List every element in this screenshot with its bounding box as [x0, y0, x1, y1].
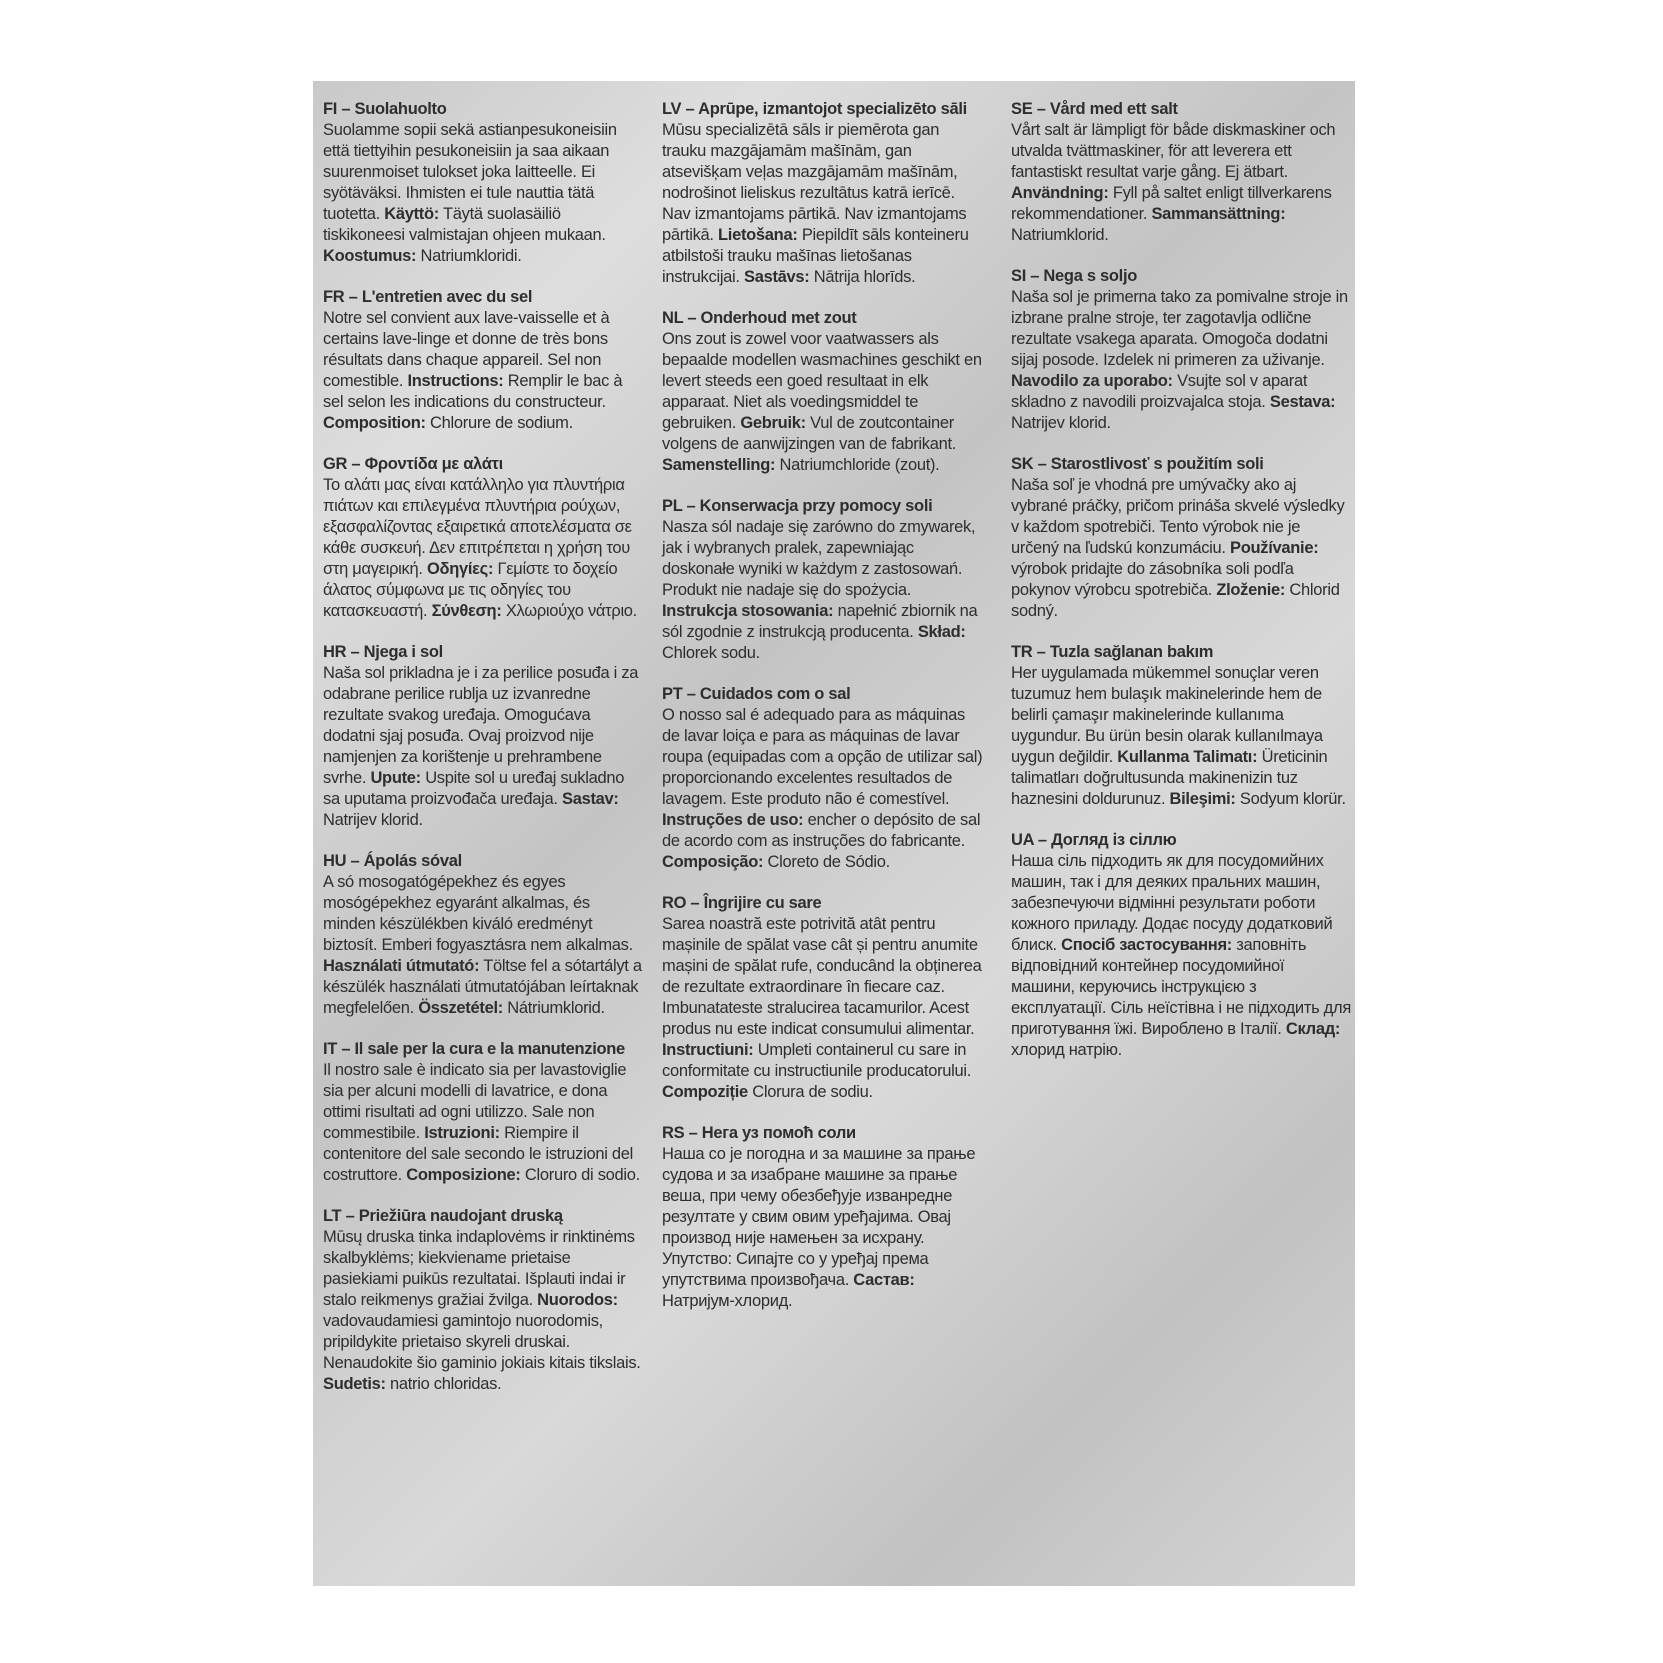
usage-text: encher o depósito de sal de acordo com as instruções do fabricante. — [662, 811, 981, 850]
section-heading: RO – Îngrijire cu sare — [662, 894, 822, 912]
section-rs — [662, 1123, 984, 1312]
composition-label: Koostumus: — [323, 247, 417, 265]
usage-text: vadovaudamiesi gamintojo nuorodomis, pripildykite prietaiso skyreli druskai. Nenaudokite šio gaminio jokiais kitais tikslais. — [323, 1312, 641, 1372]
composition-text: Natrijev klorid. — [323, 811, 423, 829]
section-heading: LV – Aprūpe, izmantojot specializēto sāli — [662, 100, 967, 118]
composition-text: Nátriumklorid. — [507, 999, 605, 1017]
composition-text: Натријум-хлорид. — [662, 1292, 793, 1310]
column-middle — [662, 99, 984, 1332]
section-heading: FI – Suolahuolto — [323, 100, 447, 118]
composition-label: Склад: — [1285, 1020, 1341, 1038]
composition-label: Sastāvs: — [744, 268, 810, 286]
usage-label: Kullanma Talimatı: — [1117, 748, 1258, 766]
label-sheet — [313, 81, 1355, 1586]
composition-text: хлорид натрію. — [1011, 1041, 1122, 1059]
composition-text: Natriumchloride (zout). — [779, 456, 940, 474]
usage-text: napełnić zbiornik na sól zgodnie z instrukcją producenta. — [662, 602, 978, 641]
section-body: Наша сіль підходить як для посудомийних машин, так і для деяких пральних машин, забезпечуючи відмінні результати роботи кожного приладу. Додає посуду додатковий блиск. — [1011, 852, 1333, 954]
section-lv — [662, 99, 984, 288]
usage-label: Instructiuni: — [662, 1041, 754, 1059]
usage-text: Üreticinin talimatları doğrultusunda makinenizin tuz haznesini doldurunuz. — [1011, 748, 1328, 808]
section-body: Notre sel convient aux lave-vaisselle et à certains lave-linge et donne de très bons résultats dans chaque appareil. Sel non comestible. — [323, 309, 610, 390]
usage-text: Γεμίστε το δοχείο άλατος σύμφωνα με τις οδηγίες του κατασκευαστή. — [323, 560, 618, 620]
section-heading: HR – Njega i sol — [323, 643, 443, 661]
usage-text: Vul de zoutcontainer volgens de aanwijzingen van de fabrikant. — [662, 414, 957, 453]
section-heading: NL – Onderhoud met zout — [662, 309, 857, 327]
composition-label: Sestava: — [1269, 393, 1336, 411]
usage-label: Használati útmutató: — [323, 957, 480, 975]
usage-text: Riempire il contenitore del sale secondo le istruzioni del costruttore. — [323, 1124, 633, 1184]
section-body: Her uygulamada mükemmel sonuçlar veren tuzumuz hem bulaşık makinelerinde hem de belirli çamaşır makinelerinde kullanıma uygundur. Bu ürün besin olarak kullanılmaya uygun değildir. — [1011, 664, 1323, 766]
section-heading: LT – Priežiūra naudojant druską — [323, 1207, 563, 1225]
composition-text: Chlorure de sodium. — [430, 414, 573, 432]
section-heading: TR – Tuzla sağlanan bakım — [1011, 643, 1214, 661]
section-heading: SE – Vård med ett salt — [1011, 100, 1178, 118]
composition-text: natrio chloridas. — [390, 1375, 502, 1393]
composition-text: Natriumkloridi. — [420, 247, 522, 265]
section-heading: PT – Cuidados com o sal — [662, 685, 851, 703]
composition-text: Χλωριούχο νάτριο. — [505, 602, 637, 620]
usage-label: Používanie: — [1230, 539, 1319, 557]
usage-text: Vsujte sol v aparat skladno z navodili proizvajalca stoja. — [1011, 372, 1308, 411]
section-body: Vårt salt är lämpligt för både diskmaskiner och utvalda tvättmaskiner, för att leverera ett fantastiskt resultat varje gång. Ej ätbart. — [1011, 121, 1336, 181]
section-body: A só mosogatógépekhez és egyes mosógépekhez egyaránt alkalmas, és minden készülékben kiváló eredményt biztosít. Emberi fogyasztásra nem alkalmas. — [323, 873, 633, 954]
section-heading: PL – Konserwacja przy pomocy soli — [662, 497, 933, 515]
composition-label: Összetétel: — [418, 999, 503, 1017]
composition-label: Sammansättning: — [1151, 205, 1286, 223]
section-body: Το αλάτι μας είναι κατάλληλο για πλυντήρια πιάτων και επιλεγμένα πλυντήρια ρούχων, εξασφαλίζοντας εξαιρετικά αποτελέσματα σε κάθε συσκευή. Δεν επιτρέπεται η χρήση του στη μαγειρική. — [323, 476, 632, 578]
usage-text: Piepildīt sāls konteineru atbilstoši trauku mašīnas lietošanas instrukcijai. — [662, 226, 969, 286]
composition-text: Natrijev klorid. — [1011, 414, 1111, 432]
section-se — [1011, 99, 1351, 246]
usage-label: Gebruik: — [740, 414, 806, 432]
usage-label: Upute: — [370, 769, 421, 787]
composition-label: Састав: — [853, 1271, 915, 1289]
composition-text: Nātrija hlorīds. — [813, 268, 916, 286]
usage-label: Navodilo za uporabo: — [1011, 372, 1173, 390]
usage-label: Οδηγίες: — [426, 560, 494, 578]
section-heading: GR – Φροντίδα με αλάτι — [323, 455, 503, 473]
section-body: Mūsu specializētā sāls ir piemērota gan trauku mazgājamām mašīnām, gan atsevišķam veļas mazgājamām mašīnām, nodrošinot lieliskus rezultātus katrā ierīcē. Nav izmantojams pārtikā. Nav izmantojams pārtikā. — [662, 121, 967, 244]
section-body: Mūsų druska tinka indaplovėms ir rinktinėms skalbyklėms; kiekviename prietaise pasiekiami puikūs rezultatai. Išplauti indai ir stalo reikmenys gražiai žvilga. — [323, 1228, 635, 1309]
section-gr — [323, 454, 645, 622]
section-heading: RS – Нега уз помоћ соли — [662, 1124, 856, 1142]
composition-label: Bileşimi: — [1169, 790, 1236, 808]
composition-text: Sodyum klorür. — [1239, 790, 1346, 808]
section-heading: SI – Nega s soljo — [1011, 267, 1138, 285]
section-ro — [662, 893, 984, 1103]
usage-label: Instructions: — [407, 372, 504, 390]
usage-text: Umpleti containerul cu sare in conformitate cu instructiunile producatorului. — [662, 1041, 972, 1080]
usage-label: Спосіб застосування: — [1061, 936, 1232, 954]
composition-label: Composição: — [662, 853, 764, 871]
composition-label: Sudetis: — [323, 1375, 386, 1393]
composition-label: Composition: — [323, 414, 426, 432]
section-tr — [1011, 642, 1351, 810]
section-heading: UA – Догляд із сіллю — [1011, 831, 1177, 849]
composition-label: Sastav: — [562, 790, 619, 808]
section-nl — [662, 308, 984, 476]
composition-label: Compoziție — [662, 1083, 748, 1101]
section-body: Sarea noastră este potrivită atât pentru mașinile de spălat vase cât și pentru anumite mașini de spălat rufe, conducând la obținerea de rezultate extraordinare în fiecare caz. Imbunatateste stralucirea tacamurilor. Acest produs nu este indicat consumului alimentar. — [662, 915, 982, 1038]
usage-text: Uspite sol u uređaj sukladno sa uputama proizvođača uređaja. — [323, 769, 625, 808]
section-heading: HU – Ápolás sóval — [323, 852, 462, 870]
usage-label: Användning: — [1011, 184, 1109, 202]
section-body: Suolamme sopii sekä astianpesukoneisiin että tiettyihin pesukoneisiin ja saa aikaan suurenmoiset tulokset joka laitteelle. Ei syötäväksi. Ihmisten ei tule nauttia tätä tuotetta. — [323, 121, 617, 223]
composition-text: Chlorek sodu. — [662, 644, 760, 662]
composition-text: Cloreto de Sódio. — [767, 853, 890, 871]
usage-label: Instruções de uso: — [662, 811, 804, 829]
usage-text: заповніть відповідний контейнер посудомийної машини, керуючись інструкцією з експлуатації. Сіль неїстівна і не підходить для приготування їжі. Вироблено в Італії. — [1011, 936, 1351, 1038]
section-heading: FR – L'entretien avec du sel — [323, 288, 533, 306]
section-sk — [1011, 454, 1351, 622]
composition-label: Zloženie: — [1216, 581, 1286, 599]
usage-label: Lietošana: — [718, 226, 798, 244]
section-hr — [323, 642, 645, 831]
section-lt — [323, 1206, 645, 1395]
usage-label: Nuorodos: — [537, 1291, 618, 1309]
section-pl — [662, 496, 984, 664]
section-body: Naša sol je primerna tako za pomivalne stroje in izbrane pralne stroje, ter zagotavlja odlične rezultate vsakega aparata. Omogoča dodatni sijaj posode. Izdelek ni primeren za uživanje. — [1011, 288, 1348, 369]
usage-text: Fyll på saltet enligt tillverkarens rekommendationer. — [1011, 184, 1332, 223]
section-it — [323, 1039, 645, 1186]
section-hu — [323, 851, 645, 1019]
section-body: Il nostro sale è indicato sia per lavastoviglie sia per alcuni modelli di lavatrice, e dona ottimi risultati ad ogni utilizzo. Sale non commestibile. — [323, 1061, 627, 1142]
usage-text: výrobok pridajte do zásobníka soli podľa pokynov výrobcu spotrebiča. — [1011, 560, 1294, 599]
section-pt — [662, 684, 984, 873]
section-body: Naša soľ je vhodná pre umývačky ako aj vybrané práčky, pričom prináša skvelé výsledky v každom spotrebiči. Tento výrobok nie je určený na ľudskú konzumáciu. — [1011, 476, 1345, 557]
composition-text: Cloruro di sodio. — [524, 1166, 640, 1184]
section-heading: IT – Il sale per la cura e la manutenzione — [323, 1040, 625, 1058]
section-body: O nosso sal é adequado para as máquinas de lavar loiça e para as máquinas de lavar roupa (equipadas com a opção de utilizar sal) proporcionando excelentes resultados de lavagem. Este produto não é comestível. — [662, 706, 983, 808]
column-right — [1011, 99, 1351, 1081]
composition-label: Composizione: — [406, 1166, 521, 1184]
section-ua — [1011, 830, 1351, 1061]
section-body: Наша со је погодна и за машине за прање судова и за изабране машине за прање веша, при чему обезбеђује изванредне резултате у свим овим уређајима. Овај производ није намењен за исхрану. Упутство: Сипајте со у уређај према упутствима произвођача. — [662, 1145, 976, 1289]
column-left — [323, 99, 645, 1415]
section-body: Ons zout is zowel voor vaatwassers als bepaalde modellen wasmachines geschikt en levert steeds een goed resultaat in elk apparaat. Niet als voedingsmiddel te gebruiken. — [662, 330, 982, 432]
usage-label: Istruzioni: — [424, 1124, 500, 1142]
section-fi — [323, 99, 645, 267]
usage-text: Täytä suolasäiliö tiskikoneesi valmistajan ohjeen mukaan. — [323, 205, 606, 244]
composition-text: Chlorid sodný. — [1011, 581, 1340, 620]
section-body: Nasza sól nadaje się zarówno do zmywarek, jak i wybranych pralek, zapewniając doskonałe wyniki w każdym z zastosowań. Produkt nie nadaje się do spożycia. — [662, 518, 976, 599]
composition-label: Σύνθεση: — [431, 602, 502, 620]
usage-text: Remplir le bac à sel selon les indications du constructeur. — [323, 372, 623, 411]
composition-label: Skład: — [917, 623, 966, 641]
usage-text: Töltse fel a sótartályt a készülék használati útmutatójában leírtaknak megfelelően. — [323, 957, 642, 1017]
usage-label: Instrukcja stosowania: — [662, 602, 834, 620]
usage-label: Käyttö: — [384, 205, 439, 223]
composition-text: Clorura de sodiu. — [752, 1083, 873, 1101]
composition-text: Natriumklorid. — [1011, 226, 1109, 244]
section-fr — [323, 287, 645, 434]
section-si — [1011, 266, 1351, 434]
section-heading: SK – Starostlivosť s použitím soli — [1011, 455, 1264, 473]
composition-label: Samenstelling: — [662, 456, 776, 474]
section-body: Naša sol prikladna je i za perilice posuđa i za odabrane perilice rublja uz izvanredne rezultate svakog uređaja. Omogućava dodatni sjaj posuđa. Ovaj proizvod nije namjenjen za korištenje u prehrambene svrhe. — [323, 664, 639, 787]
